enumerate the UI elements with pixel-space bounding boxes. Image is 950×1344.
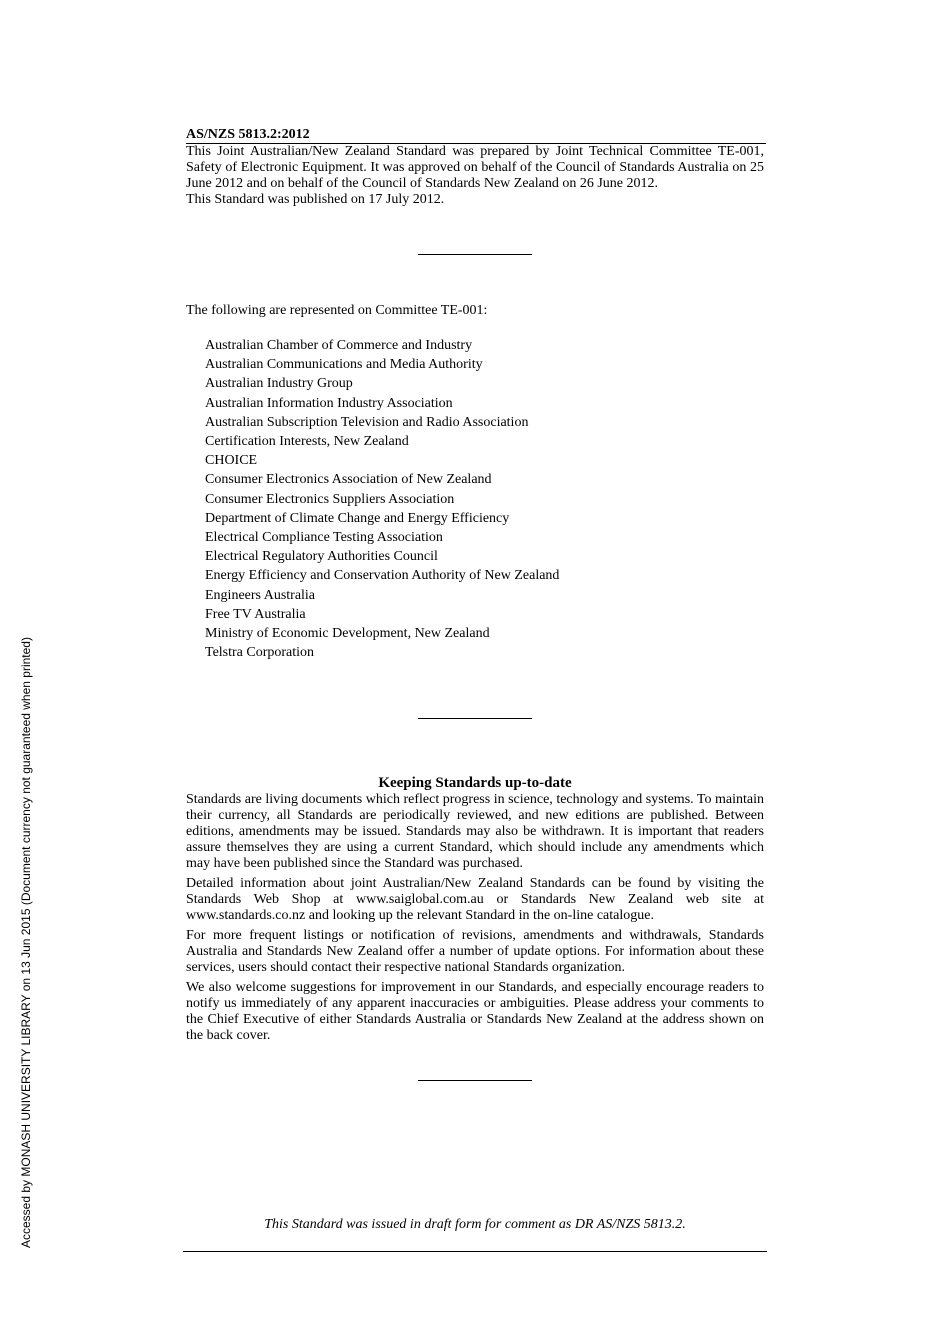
- committee-member: CHOICE: [205, 453, 258, 469]
- section-divider: [418, 254, 532, 255]
- committee-member: Australian Information Industry Association: [205, 395, 453, 411]
- committee-member: Australian Communications and Media Authority: [205, 357, 483, 373]
- committee-heading: The following are represented on Committee TE-001:: [186, 303, 488, 318]
- committee-member: Consumer Electronics Association of New Zealand: [205, 472, 492, 488]
- keeping-paragraph: We also welcome suggestions for improvement in our Standards, and especially encourage readers to notify us immediately of any apparent inaccuracies or ambiguities. Please address your comments to the Chief Executive of either Standards Australia or Standards New Zealand at the address shown on the back cover.: [186, 980, 764, 1044]
- keeping-paragraph: Detailed information about joint Australian/New Zealand Standards can be found by visiting the Standards Web Shop at www.saiglobal.com.au or Standards New Zealand web site at www.standards.co.nz and looking up the relevant Standard in the on-line catalogue.: [186, 876, 764, 924]
- publication-paragraph: This Standard was published on 17 July 2012.: [186, 192, 445, 207]
- committee-member: Electrical Compliance Testing Association: [205, 530, 443, 546]
- committee-member: Electrical Regulatory Authorities Council: [205, 549, 438, 565]
- keeping-paragraph: For more frequent listings or notification of revisions, amendments and withdrawals, Standards Australia and Standards New Zealand offer a number of update options. For information about these services, users should contact their respective national Standards organization.: [186, 928, 764, 976]
- committee-member: Engineers Australia: [205, 587, 316, 603]
- section-divider: [418, 1080, 532, 1081]
- committee-member: Australian Industry Group: [205, 376, 353, 392]
- committee-member: Australian Subscription Television and Radio Association: [205, 414, 529, 430]
- approval-paragraph: This Joint Australian/New Zealand Standard was prepared by Joint Technical Committee TE-001, Safety of Electronic Equipment. It was approved on behalf of the Council of Standards Australia on 25 June 2012 and on behalf of the Council of Standards New Zealand on 26 June 2012.: [186, 144, 764, 191]
- standard-identifier: AS/NZS 5813.2:2012: [186, 126, 766, 144]
- keeping-standards-section: [186, 792, 764, 1044]
- keeping-standards-heading: Keeping Standards up-to-date: [378, 775, 572, 792]
- preparation-statement: [186, 144, 764, 208]
- access-stamp: Accessed by MONASH UNIVERSITY LIBRARY on 13 Jun 2015 (Document currency not guaranteed when printed): [19, 637, 33, 1248]
- committee-member: Consumer Electronics Suppliers Association: [205, 491, 455, 507]
- draft-note: This Standard was issued in draft form for comment as DR AS/NZS 5813.2.: [264, 1217, 686, 1232]
- committee-member: Free TV Australia: [205, 606, 306, 622]
- keeping-paragraph: Standards are living documents which reflect progress in science, technology and systems. To maintain their currency, all Standards are periodically reviewed, and new editions are published. Between editions, amendments may be issued. Standards may also be withdrawn. It is important that readers assure themselves they are using a current Standard, which should include any amendments which may have been published since the Standard was purchased.: [186, 792, 764, 872]
- committee-member: Telstra Corporation: [205, 645, 315, 661]
- footer-rule: [183, 1251, 767, 1252]
- document-page: [186, 126, 764, 1081]
- committee-member: Department of Climate Change and Energy Efficiency: [205, 510, 510, 526]
- committee-member: Australian Chamber of Commerce and Industry: [205, 338, 473, 353]
- committee-member-list: [205, 336, 764, 662]
- committee-member: Ministry of Economic Development, New Zealand: [205, 626, 490, 642]
- committee-member: Energy Efficiency and Conservation Authority of New Zealand: [205, 568, 560, 584]
- committee-member: Certification Interests, New Zealand: [205, 434, 409, 450]
- section-divider: [418, 718, 532, 719]
